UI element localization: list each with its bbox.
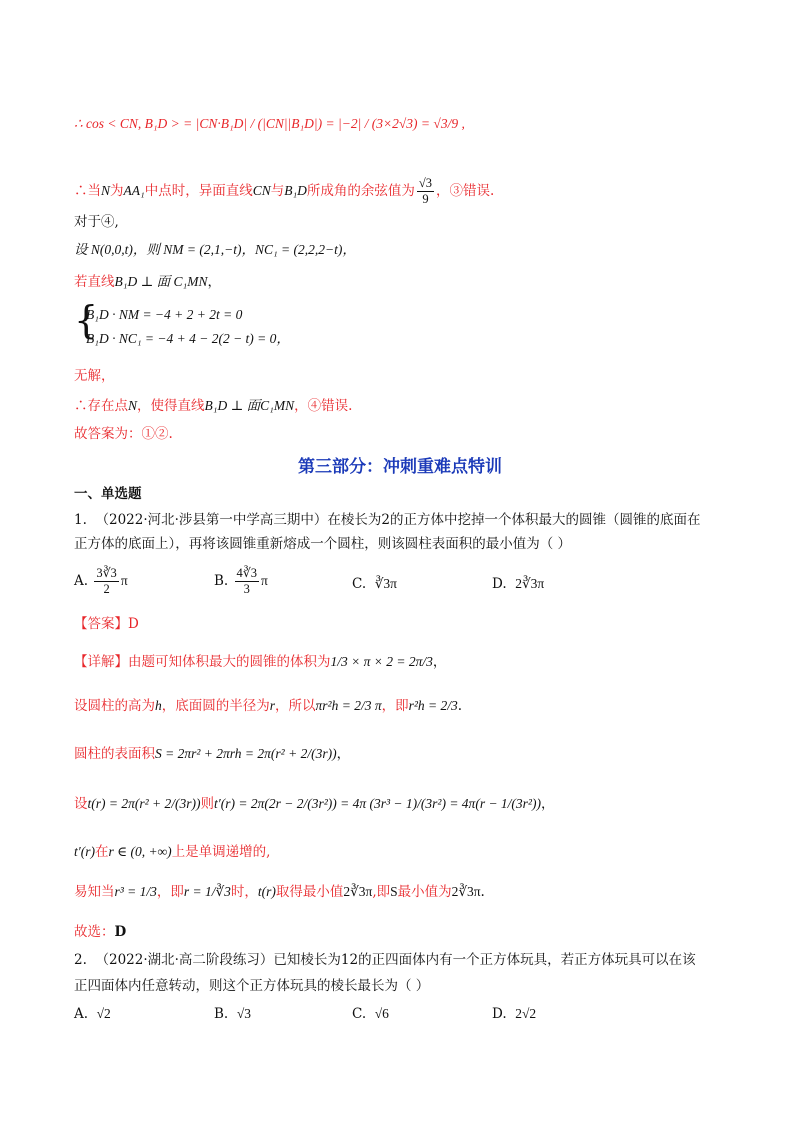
text: 在 <box>94 844 109 860</box>
option-value: √6 <box>374 1006 389 1021</box>
equation-1: B₁D · NM = −4 + 2 + 2t = 0 <box>86 307 243 322</box>
text: 上是单调递增的, <box>171 844 271 860</box>
section-title: 第三部分：冲刺重难点特训 <box>298 457 502 477</box>
equation-2-text: B₁D · NC₁ = −4 + 4 − 2(2 − t) = 0 <box>86 331 277 346</box>
q2-text-line-2: 正四面体内任意转动，则这个正方体玩具的棱长最长为（ ） <box>74 978 430 994</box>
text: ， <box>540 796 555 812</box>
text: ，④错误. <box>294 398 353 414</box>
math-perpendicular: B₁D ⊥ 面 C₁MN <box>114 274 208 289</box>
text: 取得最小值 <box>275 884 344 900</box>
fraction-numerator: 3∛3 <box>96 566 117 580</box>
math-h: h <box>155 698 162 713</box>
q1-option-d[interactable] <box>492 576 544 592</box>
fraction-denominator: 2 <box>103 582 110 596</box>
detail-line-5 <box>74 842 270 862</box>
text: 易知当 <box>74 884 115 900</box>
text: 设 <box>74 796 88 812</box>
q2-option-a[interactable] <box>74 1006 111 1022</box>
text: 若直线 <box>74 274 115 290</box>
q1-text-line-1 <box>74 510 701 530</box>
choice-line <box>74 922 126 942</box>
math-domain: r ∈ (0, +∞) <box>108 844 172 859</box>
math-surface-area: S = 2πr² + 2πrh = 2π(r² + 2/(3r)) <box>155 746 337 761</box>
option-pi: π <box>120 573 128 588</box>
option-value: 2∛3π <box>515 576 545 591</box>
option-label: A. <box>74 1006 89 1022</box>
text: ， <box>276 331 290 346</box>
text: 故选： <box>74 924 115 940</box>
math-min: 2∛3π <box>343 884 373 899</box>
left-brace: { <box>74 298 99 342</box>
conclusion-3-line <box>74 176 494 207</box>
fraction-sqrt3-9 <box>417 176 434 207</box>
q2-option-b[interactable] <box>214 1006 251 1022</box>
math-perpendicular: B₁D ⊥ 面C₁MN <box>204 398 295 413</box>
perpendicular-assumption <box>74 272 221 292</box>
fraction-numerator: √3 <box>418 176 433 190</box>
vector-setup: 设 N(0,0,t)，则 NM = (2,1,−t)，NC₁ = (2,2,2−t)， <box>74 242 356 257</box>
option-label: D. <box>492 1006 507 1022</box>
text: 时， <box>230 884 258 900</box>
q2-text-line-1 <box>74 950 696 970</box>
option-value: √2 <box>96 1006 111 1021</box>
q1-option-b[interactable] <box>214 566 268 597</box>
math-AA1: AA₁ <box>123 183 145 198</box>
cos-formula-line <box>74 114 465 134</box>
text: ，即 <box>381 698 409 714</box>
option-label: B. <box>214 573 229 589</box>
option-label: B. <box>214 1006 229 1022</box>
text: ,即 <box>372 884 391 900</box>
math-t-def: t(r) = 2π(r² + 2/(3r)) <box>87 796 201 811</box>
fraction-denominator: 9 <box>422 192 429 206</box>
text: ，所以 <box>275 698 316 714</box>
q2-option-c[interactable] <box>352 1006 389 1022</box>
math-min: 2∛3π <box>451 884 481 899</box>
text: 为 <box>110 183 124 199</box>
question-number: 2. <box>74 952 87 968</box>
text: 中点时，异面直线 <box>144 183 253 199</box>
option-fraction <box>94 566 118 597</box>
text: 所成角的余弦值为 <box>306 183 415 199</box>
text: 最小值为 <box>397 884 452 900</box>
detail-line-3 <box>74 744 350 764</box>
fraction-denominator: 3 <box>243 582 250 596</box>
q1-text-line-2: 正方体的底面上），再将该圆锥重新熔成一个圆柱，则该圆柱表面积的最小值为（ ） <box>74 536 572 552</box>
equation-2 <box>86 330 290 348</box>
detail-label: 【详解】 <box>74 654 128 670</box>
detail-line-1 <box>74 652 446 672</box>
text: ∴当 <box>74 183 101 199</box>
math-r-cubed: r³ = 1/3 <box>114 884 157 899</box>
math-r2h: r²h = 2/3 <box>408 698 458 713</box>
text: 由题可知体积最大的圆锥的体积为 <box>128 654 331 670</box>
option-label: C. <box>352 1006 367 1022</box>
option-fraction <box>235 566 259 597</box>
q2-option-d[interactable] <box>492 1006 536 1022</box>
text: . <box>457 698 463 714</box>
option-value: √3 <box>236 1006 251 1021</box>
conclusion-4-line <box>74 396 352 416</box>
q1-option-c[interactable] <box>352 576 397 592</box>
part-heading: 一、单选题 <box>74 486 142 502</box>
answer-line: 故答案为：①②. <box>74 426 173 442</box>
detail-line-2 <box>74 696 462 716</box>
text: 圆柱的表面积 <box>74 746 155 762</box>
vector-setup-line <box>74 240 356 260</box>
text: ，③错误. <box>436 183 495 199</box>
text: ∴存在点 <box>74 398 128 414</box>
math-t-prime: t′(r) <box>74 844 95 859</box>
math-derivative: t′(r) = 2π(2r − 2/(3r²)) = 4π (3r³ − 1)/(3r²) = 4π(r − 1/(3r²)) <box>214 796 541 811</box>
question-number: 1. <box>74 512 87 528</box>
text: 设圆柱的高为 <box>74 698 155 714</box>
math-r-value: r = 1/∛3 <box>183 884 231 899</box>
math-cone-volume: 1/3 × π × 2 = 2π/3 <box>330 654 433 669</box>
text: 与 <box>270 183 285 199</box>
text: . <box>480 884 485 900</box>
math-volume-eq: πr²h = 2/3 π <box>315 698 382 713</box>
math-CN: CN <box>252 183 271 198</box>
case-4-heading: 对于④, <box>74 214 119 230</box>
fraction-numerator: 4∛3 <box>236 566 257 580</box>
text: ， <box>432 654 447 670</box>
text: ， <box>336 746 351 762</box>
option-label: C. <box>352 576 367 592</box>
option-label: D. <box>492 576 507 592</box>
math-N: N <box>128 398 138 413</box>
text: 则 <box>200 796 215 812</box>
q1-option-a[interactable] <box>74 566 128 597</box>
math-r: r <box>269 698 276 713</box>
math-S: S <box>390 884 398 899</box>
text: ，使得直线 <box>137 398 205 414</box>
choice-value: D <box>114 924 127 940</box>
detail-line-6 <box>74 882 485 902</box>
text: ，底面圆的半径为 <box>161 698 270 714</box>
cos-formula: ∴ cos < CN, B₁D > = |CN·B₁D| / (|CN||B₁D|) = |−2| / (3×2√3) = √3/9 , <box>74 116 465 131</box>
math-B1D: B₁D <box>284 183 307 198</box>
no-solution: 无解， <box>74 368 115 384</box>
math-t-r: t(r) <box>257 884 276 899</box>
text: ，即 <box>156 884 184 900</box>
detail-line-4 <box>74 794 554 814</box>
option-pi: π <box>260 573 268 588</box>
option-label: A. <box>74 573 89 589</box>
option-value: ∛3π <box>374 576 397 591</box>
question-text: （2022·湖北·高二阶段练习）已知棱长为12的正四面体内有一个正方体玩具，若正方体玩具可以在该 <box>95 952 696 968</box>
option-value: 2√2 <box>515 1006 537 1021</box>
answer-tag: 【答案】D <box>74 616 139 632</box>
text: ， <box>207 274 221 290</box>
math-N: N <box>101 183 111 198</box>
question-text: （2022·河北·涉县第一中学高三期中）在棱长为2的正方体中挖掉一个体积最大的圆锥（圆锥的底面在 <box>95 512 701 528</box>
